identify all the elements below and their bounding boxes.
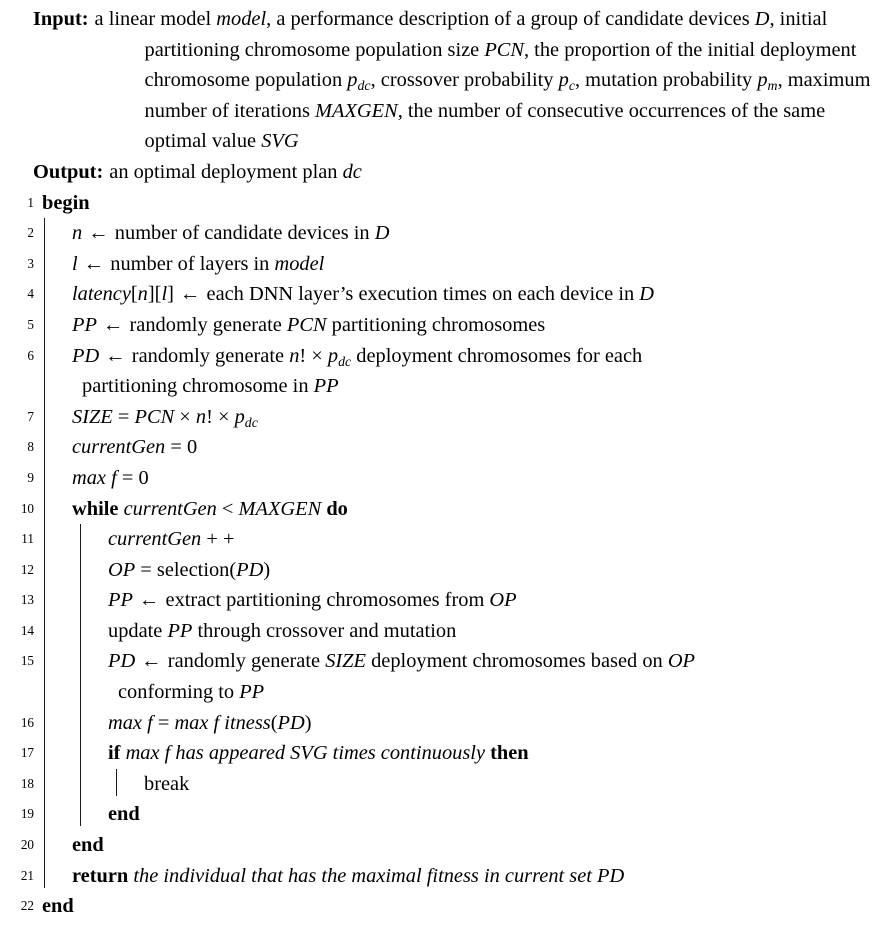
line-content: if max f has appeared SVG times continuously then	[108, 742, 529, 765]
code-line	[0, 341, 880, 372]
indent-gutters	[34, 708, 106, 739]
line-content: n ← number of candidate devices in D	[72, 222, 390, 245]
input-label: Input:	[33, 8, 89, 30]
indent-bar	[34, 341, 70, 372]
indent-gutters	[34, 830, 70, 861]
indent-bar	[70, 555, 106, 586]
code-line	[0, 738, 880, 769]
line-content: end	[108, 803, 140, 826]
indent-gutters	[34, 432, 70, 463]
line-number: 17	[20, 745, 34, 761]
indent-bar	[70, 738, 106, 769]
indent-bar	[34, 432, 70, 463]
code-line	[0, 585, 880, 616]
line-content: max f = max f itness(PD)	[108, 711, 312, 734]
line-content: while currentGen < MAXGEN do	[72, 497, 348, 520]
line-content: end	[72, 834, 104, 857]
indent-gutters	[34, 555, 106, 586]
code-line	[0, 402, 880, 433]
line-number: 6	[27, 347, 34, 363]
line-content: SIZE = PCN × n! × $p_{dc}$	[72, 405, 258, 431]
line-number: 13	[20, 592, 34, 608]
indent-gutters	[34, 646, 106, 677]
code-line	[0, 218, 880, 249]
indent-bar	[34, 279, 70, 310]
algorithm-input-block	[0, 4, 880, 157]
code-line	[0, 799, 880, 830]
line-content: l ← number of layers in model	[72, 252, 325, 275]
indent-gutters	[34, 677, 106, 708]
line-content: latency[n][l] ← each DNN layer’s execution times on each device in D	[72, 283, 655, 306]
indent-bar	[70, 769, 106, 800]
indent-bar	[34, 861, 70, 892]
indent-gutters	[34, 310, 70, 341]
output-label: Output:	[33, 160, 104, 183]
output-text: an optimal deployment plan dc	[109, 160, 362, 183]
code-line	[0, 646, 880, 677]
line-content: return the individual that has the maximal fitness in current set PD	[72, 864, 625, 887]
code-line	[0, 891, 880, 922]
line-number: 2	[27, 225, 34, 241]
indent-gutters	[34, 279, 70, 310]
indent-gutters	[34, 249, 70, 280]
indent-bar	[70, 677, 106, 708]
line-content: OP = selection(PD)	[108, 558, 271, 581]
line-number: 10	[20, 500, 34, 516]
code-line	[0, 708, 880, 739]
indent-gutters	[34, 494, 70, 525]
line-content: PP ← randomly generate PCN partitioning chromosomes	[72, 313, 546, 336]
line-number: 19	[20, 806, 34, 822]
line-number: 20	[20, 837, 34, 853]
line-content: PD ← randomly generate n! × $p_{dc}$ deployment chromosomes for each	[72, 344, 643, 370]
line-number: 7	[27, 408, 34, 424]
indent-bar	[70, 646, 106, 677]
code-line	[0, 494, 880, 525]
code-line	[0, 555, 880, 586]
line-number: 4	[27, 286, 34, 302]
indent-bar	[34, 646, 70, 677]
indent-bar	[34, 769, 70, 800]
line-number: 3	[27, 255, 34, 271]
indent-bar	[34, 830, 70, 861]
indent-bar	[70, 585, 106, 616]
line-content: max f = 0	[72, 466, 149, 489]
indent-bar	[34, 708, 70, 739]
line-content: begin	[42, 191, 90, 214]
code-line	[0, 769, 880, 800]
indent-gutters	[34, 218, 70, 249]
indent-gutters	[34, 371, 70, 402]
indent-gutters	[34, 861, 70, 892]
indent-bar	[34, 799, 70, 830]
code-line-continuation	[0, 677, 880, 708]
indent-gutters	[34, 463, 70, 494]
code-line	[0, 861, 880, 892]
indent-gutters	[34, 585, 106, 616]
code-line	[0, 830, 880, 861]
line-content: currentGen + +	[108, 528, 235, 551]
indent-bar	[34, 249, 70, 280]
code-line	[0, 463, 880, 494]
indent-bar	[34, 585, 70, 616]
algorithm-output-block	[0, 157, 880, 188]
code-line	[0, 188, 880, 219]
line-content: partitioning chromosome in PP	[82, 375, 339, 398]
line-content: currentGen = 0	[72, 436, 198, 459]
line-content: end	[42, 895, 74, 918]
indent-bar	[34, 524, 70, 555]
line-number: 5	[27, 316, 34, 332]
indent-bar	[34, 463, 70, 494]
line-number: 8	[27, 439, 34, 455]
indent-bar	[34, 738, 70, 769]
indent-bar	[70, 524, 106, 555]
line-content: conforming to PP	[118, 681, 265, 704]
code-line	[0, 616, 880, 647]
line-number: 16	[20, 714, 34, 730]
indent-bar	[34, 494, 70, 525]
indent-bar	[34, 677, 70, 708]
line-number: 12	[20, 561, 34, 577]
line-number: 21	[20, 867, 34, 883]
indent-bar	[34, 310, 70, 341]
indent-bar	[106, 769, 142, 800]
indent-bar	[34, 555, 70, 586]
line-number: 1	[27, 194, 34, 210]
indent-bar	[34, 218, 70, 249]
code-line	[0, 524, 880, 555]
input-text: a linear model model, a performance description of a group of candidate devices D, initial partitioning chromosome population size PCN, the proportion of the initial deployment chromosome population $p_{dc}$, crossover probability $p_c$, mutation probability $p_m$, maximum number of iterations MAXGEN, the number of consecutive occurrences of the same optimal value SVG	[94, 8, 871, 153]
indent-gutters	[34, 769, 142, 800]
indent-gutters	[34, 616, 106, 647]
indent-gutters	[34, 524, 106, 555]
code-line	[0, 249, 880, 280]
indent-bar	[34, 371, 70, 402]
indent-gutters	[34, 738, 106, 769]
line-number: 22	[20, 898, 34, 914]
indent-bar	[34, 616, 70, 647]
line-number: 18	[20, 775, 34, 791]
line-content: PP ← extract partitioning chromosomes from OP	[108, 589, 517, 612]
line-content: PD ← randomly generate SIZE deployment chromosomes based on OP	[108, 650, 696, 673]
line-number: 9	[27, 469, 34, 485]
line-content: break	[144, 772, 190, 795]
indent-gutters	[34, 402, 70, 433]
code-line	[0, 279, 880, 310]
indent-gutters	[34, 799, 106, 830]
line-number: 11	[21, 531, 34, 547]
indent-bar	[34, 402, 70, 433]
line-number: 15	[20, 653, 34, 669]
indent-bar	[70, 616, 106, 647]
indent-gutters	[34, 341, 70, 372]
indent-bar	[70, 708, 106, 739]
code-line	[0, 432, 880, 463]
indent-bar	[70, 799, 106, 830]
line-number: 14	[20, 622, 34, 638]
code-line-continuation	[0, 371, 880, 402]
code-line	[0, 310, 880, 341]
line-content: update PP through crossover and mutation	[108, 619, 457, 642]
